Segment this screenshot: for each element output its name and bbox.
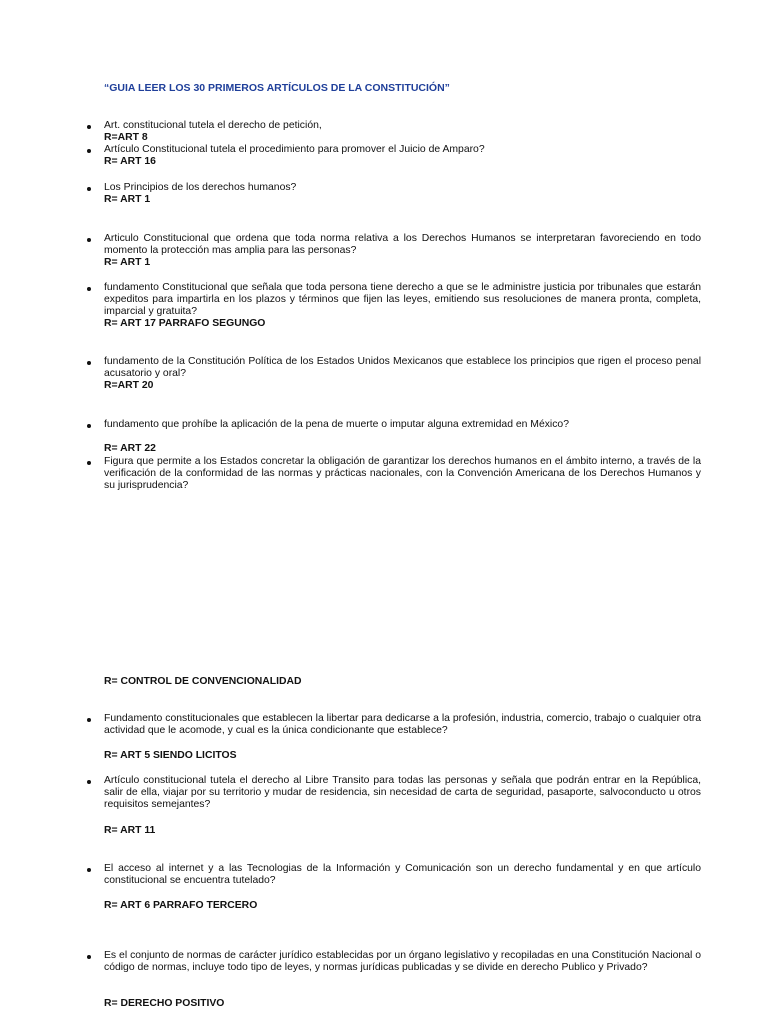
document-title: “GUIA LEER LOS 30 PRIMEROS ARTÍCULOS DE LA CONSTITUCIÓN” bbox=[104, 82, 450, 94]
bullet-icon bbox=[87, 361, 91, 365]
bullet-icon bbox=[87, 149, 91, 153]
qa-block bbox=[84, 282, 701, 330]
question: Figura que permite a los Estados concretar la obligación de garantizar los derechos humanos en el ámbito interno, a través de la verificación de la conformidad de las normas y prácticas nacionales, con la Convención Americana de los Derechos Humanos y su jurisprudencia? bbox=[84, 456, 701, 492]
qa-block bbox=[84, 713, 701, 737]
question: Es el conjunto de normas de carácter jurídico establecidas por un órgano legislativo y recopiladas en una Constitución Nacional o código de normas, incluye todo tipo de leyes, y normas jurídicas publicadas y se divide en derecho Publico y Privado? bbox=[84, 950, 701, 974]
question: Articulo Constitucional que ordena que toda norma relativa a los Derechos Humanos se interpretaran favoreciendo en todo momento la protección mas amplia para las personas? bbox=[84, 233, 701, 257]
answer: R= ART 11 bbox=[104, 825, 156, 836]
qa-block bbox=[84, 863, 701, 887]
question: Art. constitucional tutela el derecho de petición, bbox=[84, 120, 701, 132]
answer: R= ART 22 bbox=[104, 443, 156, 454]
qa-block bbox=[84, 356, 701, 392]
answer: R= ART 17 PARRAFO SEGUNGO bbox=[104, 318, 266, 329]
bullet-icon bbox=[87, 238, 91, 242]
qa-block bbox=[84, 120, 701, 168]
question: Fundamento constitucionales que establecen la libertar para dedicarse a la profesión, industria, comercio, trabajo o cualquier otra actividad que le acomode, y cual es la única condicionante que establece? bbox=[84, 713, 701, 737]
qa-block bbox=[84, 233, 701, 269]
bullet-icon bbox=[87, 424, 91, 428]
qa-block bbox=[84, 182, 701, 206]
question: fundamento Constitucional que señala que toda persona tiene derecho a que se le administre justicia por tribunales que estarán expeditos para impartirla en los plazos y términos que fijen las leyes, emitiendo sus resoluciones de manera pronta, completa, imparcial y gratuita? bbox=[84, 282, 701, 318]
bullet-icon bbox=[87, 955, 91, 959]
answer: R= ART 6 PARRAFO TERCERO bbox=[104, 900, 258, 911]
question: Los Principios de los derechos humanos? bbox=[84, 182, 701, 194]
answer: R= ART 5 SIENDO LICITOS bbox=[104, 750, 237, 761]
bullet-icon bbox=[87, 187, 91, 191]
question: fundamento que prohíbe la aplicación de la pena de muerte o imputar alguna extremidad en México? bbox=[84, 419, 701, 431]
bullet-icon bbox=[87, 287, 91, 291]
answer: R= ART 16 bbox=[104, 156, 156, 167]
question: Artículo Constitucional tutela el procedimiento para promover el Juicio de Amparo? bbox=[84, 144, 701, 156]
question: Artículo constitucional tutela el derecho al Libre Transito para todas las personas y señala que podrán entrar en la República, salir de ella, viajar por su territorio y mudar de residencia, sin necesidad de carta de seguridad, pasaporte, salvoconducto u otros requisitos semejantes? bbox=[84, 775, 701, 811]
bullet-icon bbox=[87, 461, 91, 465]
question: El acceso al internet y a las Tecnologias de la Información y Comunicación son un derecho fundamental y en que artículo constitucional se encuentra tutelado? bbox=[84, 863, 701, 887]
answer: R= ART 1 bbox=[104, 257, 151, 268]
qa-block bbox=[84, 456, 701, 492]
bullet-icon bbox=[87, 780, 91, 784]
bullet-icon bbox=[87, 125, 91, 129]
answer: R= ART 1 bbox=[104, 194, 151, 205]
bullet-icon bbox=[87, 868, 91, 872]
qa-block bbox=[84, 419, 701, 455]
bullet-icon bbox=[87, 718, 91, 722]
answer: R=ART 20 bbox=[104, 380, 154, 391]
answer: R=ART 8 bbox=[104, 132, 148, 143]
answer: R= DERECHO POSITIVO bbox=[104, 998, 225, 1009]
qa-block bbox=[84, 950, 701, 974]
qa-block bbox=[84, 775, 701, 811]
question: fundamento de la Constitución Política de los Estados Unidos Mexicanos que establece los principios que rigen el proceso penal acusatorio y oral? bbox=[84, 356, 701, 380]
answer: R= CONTROL DE CONVENCIONALIDAD bbox=[104, 676, 302, 687]
